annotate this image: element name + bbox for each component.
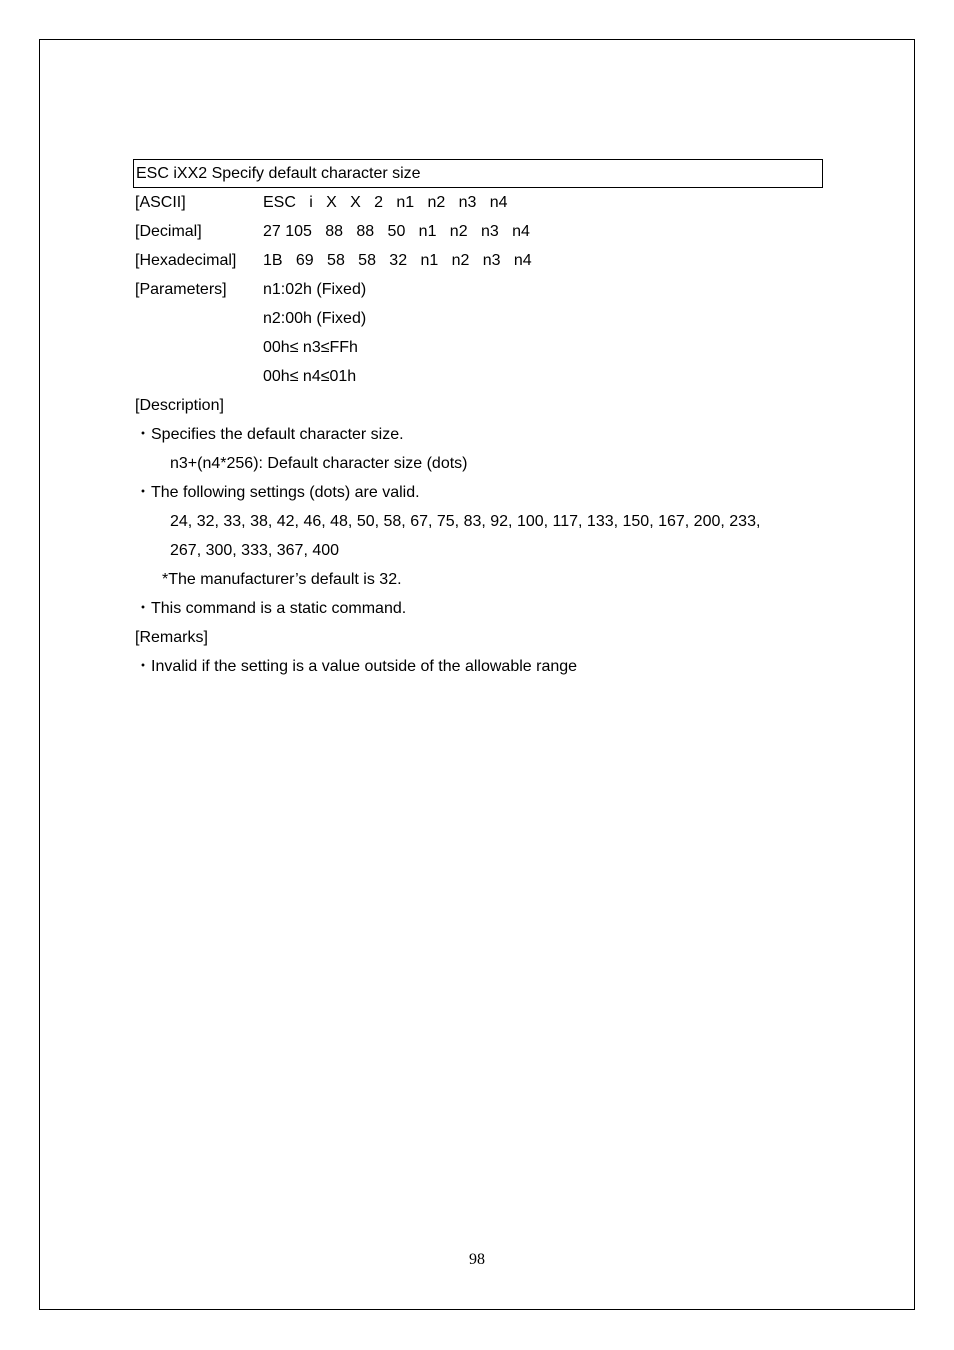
default-note: *The manufacturer’s default is 32.	[162, 571, 402, 588]
parameter-line	[133, 333, 823, 362]
row-label: [Parameters]	[135, 281, 227, 298]
row-label: [Hexadecimal]	[135, 252, 237, 269]
decimal-row	[133, 217, 823, 246]
parameter-value: n2:00h (Fixed)	[263, 310, 367, 327]
row-label: [Decimal]	[135, 223, 202, 240]
parameter-line	[133, 362, 823, 391]
row-value: 1B 69 58 58 32 n1 n2 n3 n4	[263, 252, 532, 269]
remark-item: ・Invalid if the setting is a value outside of the allowable range	[135, 658, 578, 675]
settings-values: 24, 32, 33, 38, 42, 46, 48, 50, 58, 67, 75, 83, 92, 100, 117, 133, 150, 167, 200, 233,	[170, 513, 761, 530]
description-subtext: n3+(n4*256): Default character size (dots)	[170, 455, 468, 472]
parameter-line	[133, 304, 823, 333]
description-heading: [Description]	[135, 397, 224, 414]
row-value: 27 105 88 88 50 n1 n2 n3 n4	[263, 223, 530, 240]
parameter-value: 00h≤ n4≤01h	[263, 368, 357, 385]
command-section	[133, 159, 823, 681]
section-title: ESC iXX2 Specify default character size	[133, 159, 823, 188]
row-label: [ASCII]	[135, 194, 186, 211]
row-value: ESC i X X 2 n1 n2 n3 n4	[263, 194, 508, 211]
parameters-row	[133, 275, 823, 304]
page-number: 98	[469, 1251, 485, 1268]
ascii-row	[133, 188, 823, 217]
description-item: ・This command is a static command.	[135, 600, 407, 617]
description-item: ・Specifies the default character size.	[135, 426, 404, 443]
settings-values: 267, 300, 333, 367, 400	[170, 542, 340, 559]
row-value: n1:02h (Fixed)	[263, 281, 367, 298]
parameter-value: 00h≤ n3≤FFh	[263, 339, 358, 356]
hexadecimal-row	[133, 246, 823, 275]
remarks-heading: [Remarks]	[135, 629, 208, 646]
description-item: ・The following settings (dots) are valid.	[135, 484, 420, 501]
